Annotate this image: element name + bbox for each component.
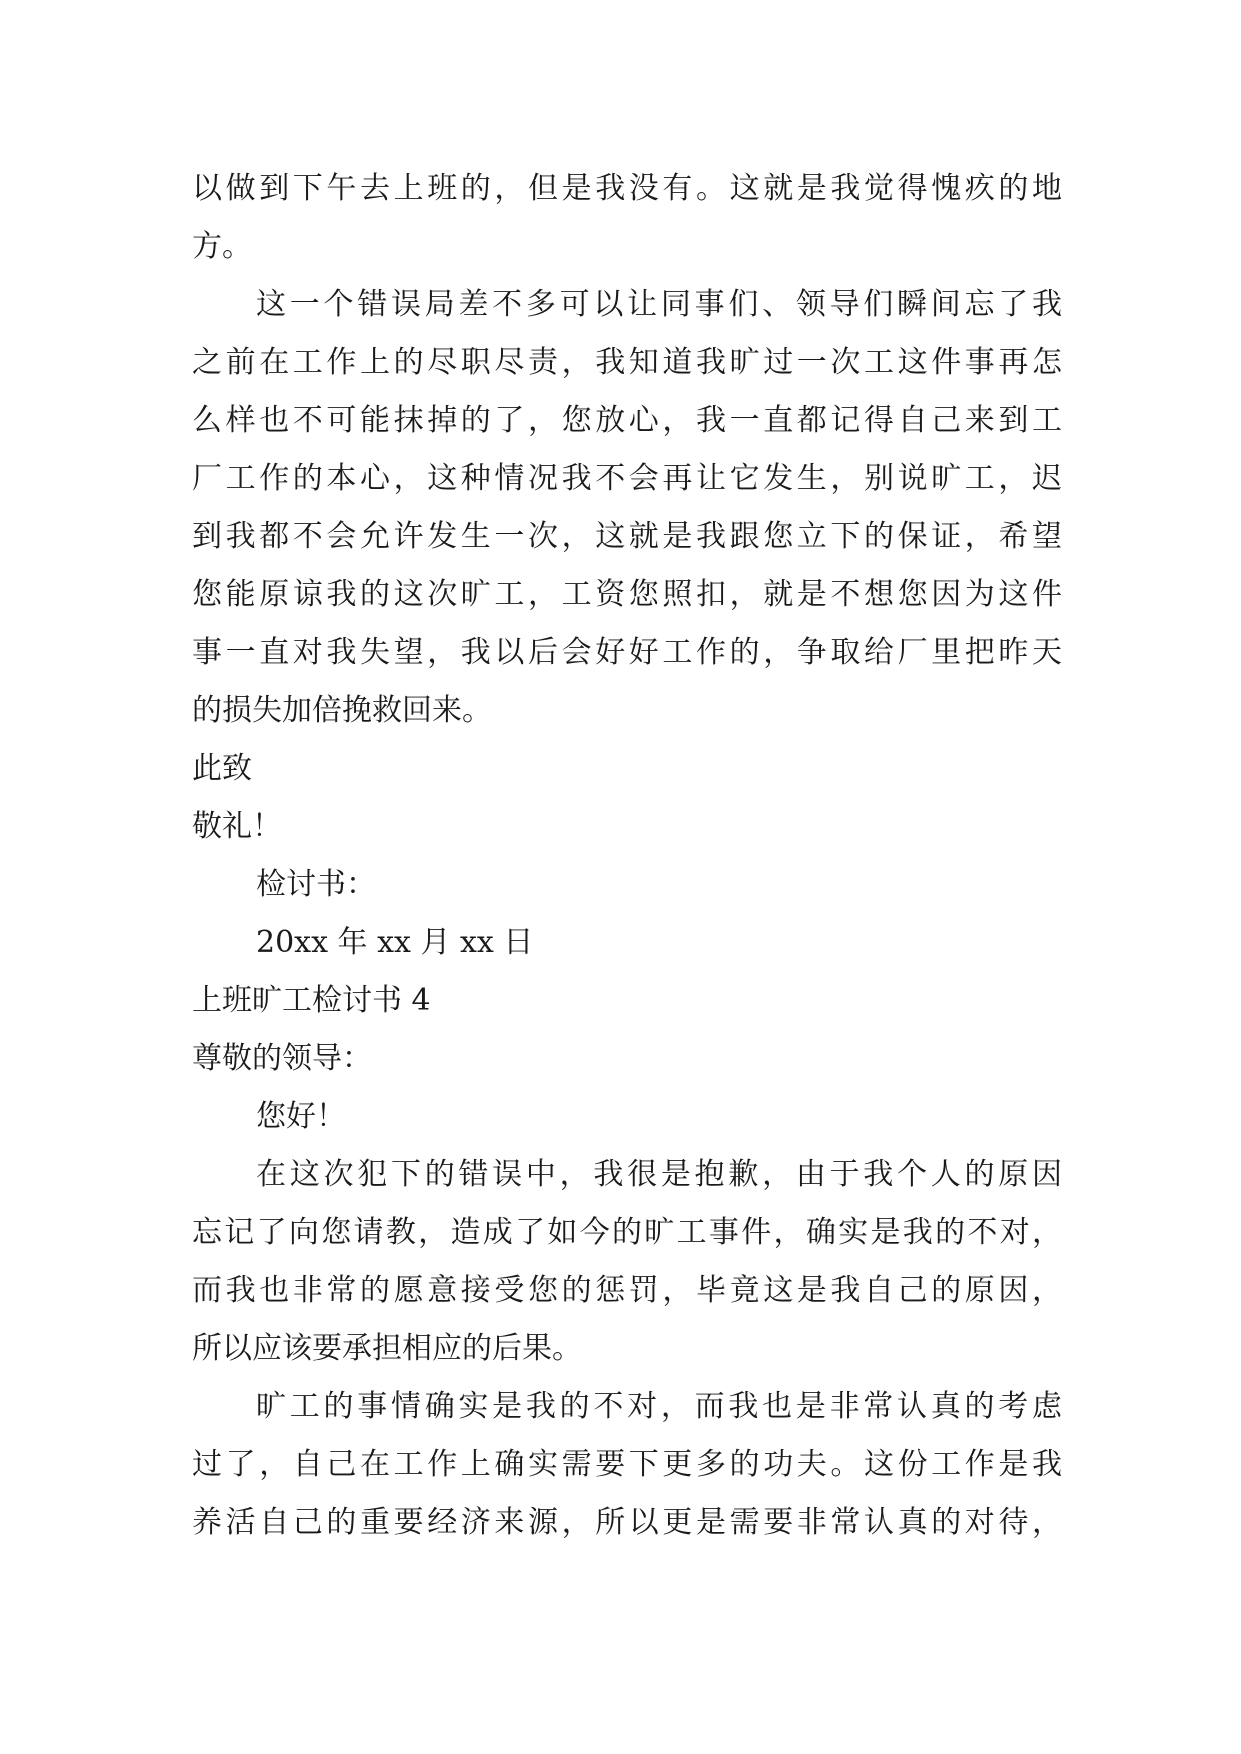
closing-regards: 敬礼！ [192, 809, 282, 844]
text-line: 到我都不会允许发生一次，这就是我跟您立下的保证，希望 [192, 519, 1062, 554]
signature-date: 20xx 年 xx 月 xx 日 [256, 925, 534, 960]
closing-salutation: 此致 [192, 751, 252, 786]
document-body [192, 160, 1062, 1552]
text-line: 而我也非常的愿意接受您的惩罚，毕竟这是我自己的原因， [192, 1273, 1062, 1308]
text-line: 忘记了向您请教，造成了如今的旷工事件，确实是我的不对， [192, 1215, 1062, 1250]
text-line: 厂工作的本心，这种情况我不会再让它发生，别说旷工，迟 [192, 461, 1062, 496]
greeting: 您好！ [256, 1099, 346, 1134]
text-line: 事一直对我失望，我以后会好好工作的，争取给厂里把昨天 [192, 635, 1062, 670]
paragraph-start-line: 旷工的事情确实是我的不对，而我也是非常认真的考虑 [256, 1389, 1062, 1424]
text-line: 您能原谅我的这次旷工，工资您照扣，就是不想您因为这件 [192, 577, 1062, 612]
section-heading: 上班旷工检讨书 4 [192, 983, 431, 1018]
signature-label: 检讨书： [256, 867, 376, 902]
text-line: 么样也不可能抹掉的了，您放心，我一直都记得自己来到工 [192, 403, 1062, 438]
text-line: 方。 [192, 229, 252, 264]
text-line: 过了，自己在工作上确实需要下更多的功夫。这份工作是我 [192, 1447, 1062, 1482]
text-line: 之前在工作上的尽职尽责，我知道我旷过一次工这件事再怎 [192, 345, 1062, 380]
letter-salutation: 尊敬的领导： [192, 1041, 372, 1076]
text-line: 养活自己的重要经济来源，所以更是需要非常认真的对待， [192, 1505, 1062, 1540]
text-line: 的损失加倍挽救回来。 [192, 693, 492, 728]
text-line: 以做到下午去上班的，但是我没有。这就是我觉得愧疚的地 [192, 171, 1062, 206]
paragraph-start-line: 这一个错误局差不多可以让同事们、领导们瞬间忘了我 [256, 287, 1062, 322]
paragraph-start-line: 在这次犯下的错误中，我很是抱歉，由于我个人的原因 [256, 1157, 1062, 1192]
text-line: 所以应该要承担相应的后果。 [192, 1331, 582, 1366]
